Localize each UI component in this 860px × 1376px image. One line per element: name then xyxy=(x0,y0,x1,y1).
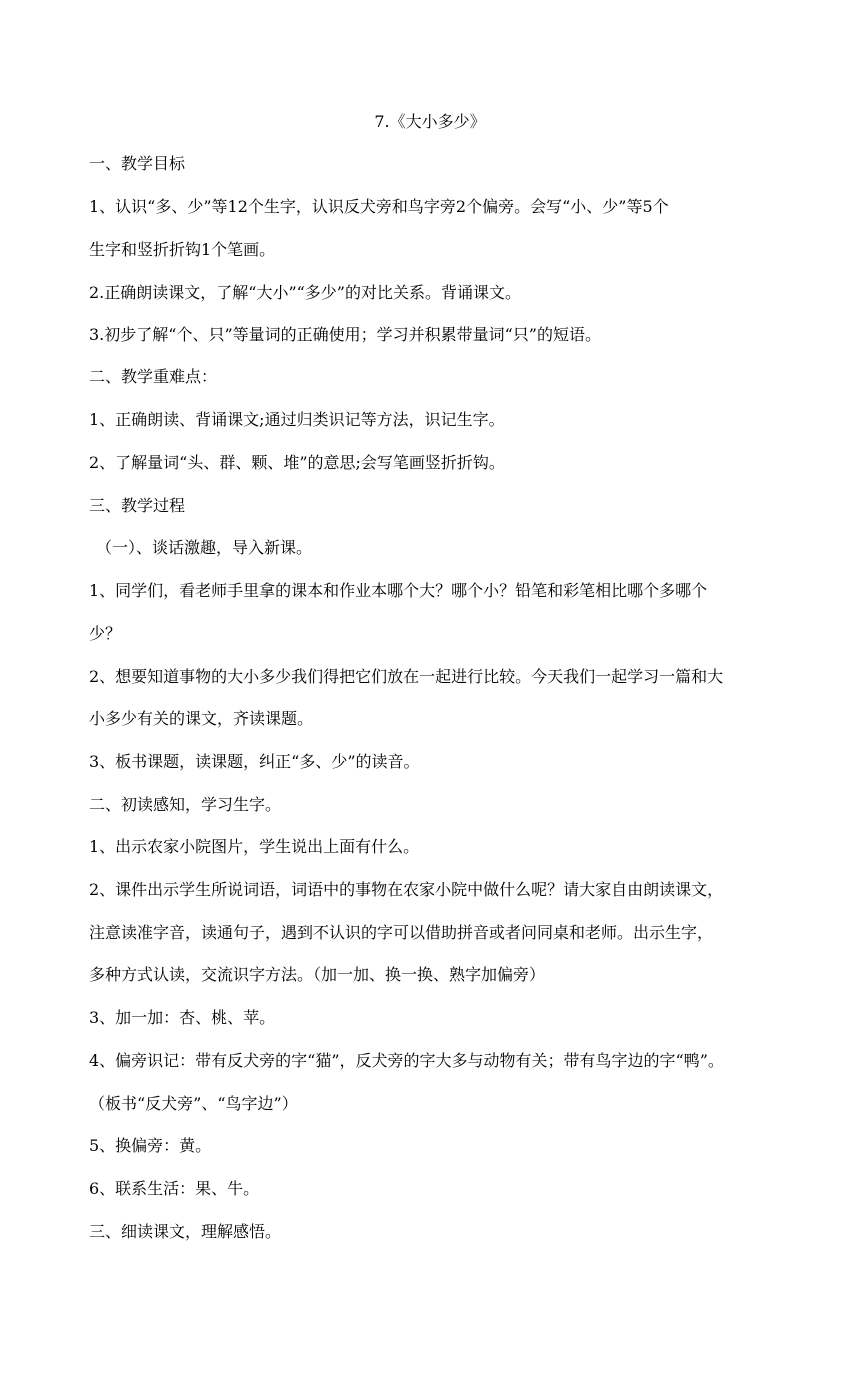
paragraph-line: 注意读准字音，读通句子，遇到不认识的字可以借助拼音或者问同桌和老师。出示生字， xyxy=(89,923,714,942)
paragraph-line: 2、想要知道事物的大小多少我们得把它们放在一起进行比较。今天我们一起学习一篇和大 xyxy=(89,667,724,686)
paragraph-line: 1、同学们，看老师手里拿的课本和作业本哪个大？哪个小？铅笔和彩笔相比哪个多哪个 xyxy=(89,581,708,600)
paragraph-line: 3.初步了解“个、只”等量词的正确使用；学习并积累带量词“只”的短语。 xyxy=(89,325,601,344)
document-title: 7.《大小多少》 xyxy=(374,112,486,131)
paragraph-line: 3、加一加：杏、桃、苹。 xyxy=(89,1008,276,1027)
paragraph-line: 1、认识“多、少”等12个生字，认识反犬旁和鸟字旁2个偏旁。会写“小、少”等5个 xyxy=(89,197,669,216)
paragraph-line: （板书“反犬旁”、“鸟字边”） xyxy=(89,1094,298,1113)
section-heading-objectives: 一、教学目标 xyxy=(89,154,186,173)
paragraph-line: 小多少有关的课文，齐读课题。 xyxy=(89,709,314,728)
paragraph-line: 生字和竖折折钩1个笔画。 xyxy=(89,240,276,259)
paragraph-line: 5、换偏旁：黄。 xyxy=(89,1136,212,1155)
paragraph-line: 少？ xyxy=(89,624,122,643)
paragraph-line: 2.正确朗读课文，了解“大小”“多少”的对比关系。背诵课文。 xyxy=(89,283,521,302)
paragraph-line: 2、课件出示学生所说词语，词语中的事物在农家小院中做什么呢？请大家自由朗读课文， xyxy=(89,880,724,899)
paragraph-line: 1、出示农家小院图片，学生说出上面有什么。 xyxy=(89,837,420,856)
paragraph-line: 2、了解量词“头、群、颗、堆”的意思;会写笔画竖折折钩。 xyxy=(89,453,505,472)
paragraph-line: 多种方式认读，交流识字方法。（加一加、换一换、熟字加偏旁） xyxy=(89,965,546,984)
paragraph-line: 1、正确朗读、背诵课文;通过归类识记等方法，识记生字。 xyxy=(89,410,505,429)
paragraph-line: 6、联系生活：果、牛。 xyxy=(89,1179,260,1198)
paragraph-line: 4、偏旁识记：带有反犬旁的字“猫”，反犬旁的字大多与动物有关；带有鸟字边的字“鸭”。 xyxy=(89,1051,724,1070)
section-heading: 三、细读课文，理解感悟。 xyxy=(89,1222,282,1241)
subsection-heading: （一）、谈话激趣，导入新课。 xyxy=(96,538,313,557)
paragraph-line: 3、板书课题，读课题，纠正“多、少”的读音。 xyxy=(89,752,420,771)
section-heading-process: 三、教学过程 xyxy=(89,496,186,515)
section-heading: 二、初读感知，学习生字。 xyxy=(89,795,282,814)
section-heading-key-points: 二、教学重难点： xyxy=(89,367,218,386)
